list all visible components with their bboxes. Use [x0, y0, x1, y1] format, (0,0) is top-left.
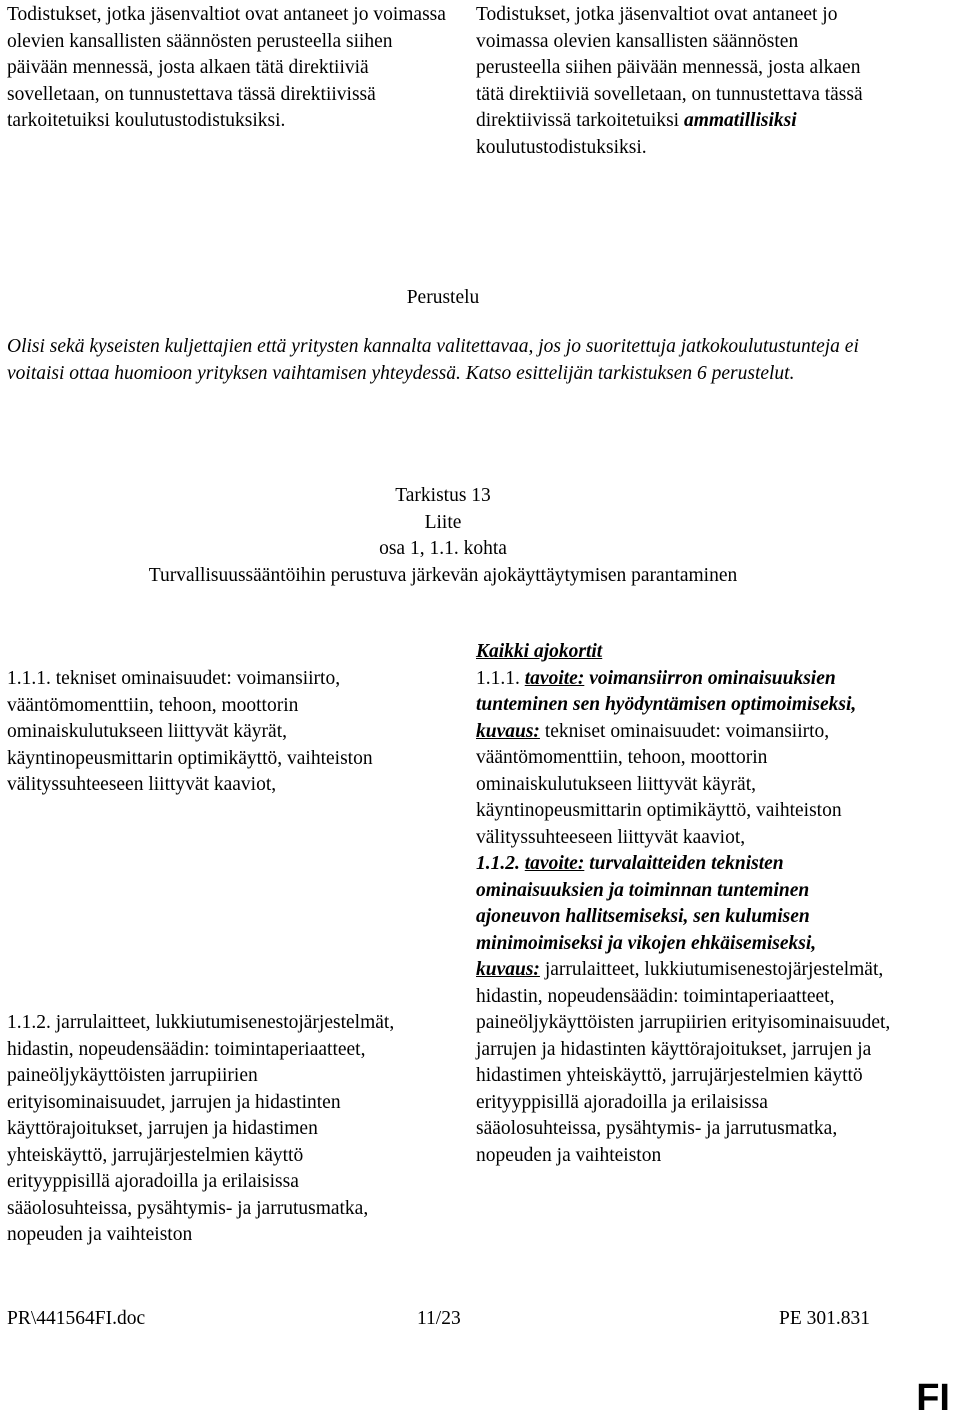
amendment-section: osa 1, 1.1. kohta	[379, 538, 507, 559]
p1-desc-label: kuvaus:	[476, 720, 540, 742]
p1-goal-label: tavoite:	[524, 667, 585, 689]
amended-text-before: Todistukset, jotka jäsenvaltiot ovat antaneet jo voimassa olevien kansallisten säännösten perusteella siihen päivään mennessä, josta alkaen tätä direktiiviä sovelletaan, on tunnustettava tässä direktiivissä tarkoitetuiksi	[476, 4, 863, 131]
justification-heading: Perustelu	[406, 287, 480, 308]
amended-text-after: koulutustodistuksiksi.	[476, 136, 647, 158]
p2-number: 1.1.2.	[476, 853, 520, 874]
left-column-p1: 1.1.1. tekniset ominaisuudet: voimansiirto, vääntömomenttiin, tehoon, moottorin ominaiskulutukseen liittyvät käyrät, käyntinopeusmittarin optimikäyttö, vaihteiston välityssuhteeseen liittyvät kaaviot,	[7, 668, 373, 795]
amendment-header	[0, 483, 886, 589]
amendment-number: Tarkistus 13	[395, 485, 491, 506]
p1-desc-text: tekniset ominaisuudet: voimansiirto, vääntömomenttiin, tehoon, moottorin ominaiskulutukseen liittyvät käyrät, käyntinopeusmittarin optimikäyttö, vaihteiston välityssuhteeseen liittyvät kaaviot,	[476, 720, 842, 848]
amended-text-emphasis: ammatillisiksi	[683, 110, 797, 131]
top-left-paragraph	[7, 2, 447, 135]
language-code: FI	[916, 1377, 950, 1419]
top-right-paragraph	[476, 2, 876, 161]
p2-desc-text: jarrulaitteet, lukkiutumisenestojärjestelmät, hidastin, nopeudensäädin: toimintaperiaatteet, paineöljykäyttöisten jarrupiirien erityisominaisuudet, jarrujen ja hidastinten käyttörajoitukset, jarrujen ja hidastimen yhteiskäyttö, jarrujärjestelmien käyttö erityyppisillä ajoradoilla ja erilaisissa sääolosuhteissa, pysähtymis- ja jarrutusmatka, nopeuden ja vaihteiston	[476, 959, 891, 1166]
footer-doc-name: PR\441564FI.doc	[7, 1308, 146, 1329]
p2-goal-label: tavoite:	[524, 853, 585, 874]
right-column-p2	[476, 851, 896, 957]
amended-text	[476, 2, 876, 161]
p2-desc-label: kuvaus:	[476, 959, 540, 980]
left-column-p2: 1.1.2. jarrulaitteet, lukkiutumisenestojärjestelmät, hidastin, nopeudensäädin: toimintaperiaatteet, paineöljykäyttöisten jarrupiirien erityisominaisuudet, jarrujen ja hidastinten käyttörajoitukset, jarrujen ja hidastimen yhteiskäyttö, jarrujärjestelmien käyttö erityyppisillä ajoradoilla ja erilaisissa sääolosuhteissa, pysähtymis- ja jarrutusmatka, nopeuden ja vaihteiston	[7, 1012, 395, 1245]
right-column-heading: Kaikki ajokortit	[476, 641, 603, 662]
original-text: Todistukset, jotka jäsenvaltiot ovat antaneet jo voimassa olevien kansallisten säännösten perusteella siihen päivään mennessä, josta alkaen tätä direktiiviä sovelletaan, on tunnustettava tässä direktiivissä tarkoitetuiksi koulutustodistuksiksi.	[7, 4, 446, 131]
p1-number: 1.1.1.	[476, 667, 520, 689]
amendment-title: Turvallisuussääntöihin perustuva järkevän ajokäyttäytymisen parantaminen	[148, 564, 738, 586]
footer-reference: PE 301.831	[779, 1308, 871, 1329]
p1-goal-text: voimansiirron ominaisuuksien tunteminen sen hyödyntämisen optimoimiseksi,	[476, 667, 857, 715]
right-column-p1-desc	[476, 719, 896, 852]
p2-goal-text: turvalaitteiden teknisten ominaisuuksien ja toiminnan tunteminen ajoneuvon hallitsemiseksi, sen kulumisen minimoimiseksi ja vikojen ehkäisemiseksi,	[476, 853, 817, 954]
right-column	[476, 639, 896, 1169]
amendment-annex: Liite	[424, 511, 462, 533]
footer-page-number: 11/23	[417, 1308, 461, 1329]
justification-text: Olisi sekä kyseisten kuljettajien että yritysten kannalta valitettavaa, jos jo suoritettuja jatkokoulutustunteja ei voitaisi ottaa huomioon yrityksen vaihtamisen yhteydessä. Katso esittelijän tarkistuksen 6 perustelut.	[7, 336, 859, 384]
right-column-p2-desc	[476, 957, 896, 1169]
right-column-p1	[476, 666, 896, 719]
